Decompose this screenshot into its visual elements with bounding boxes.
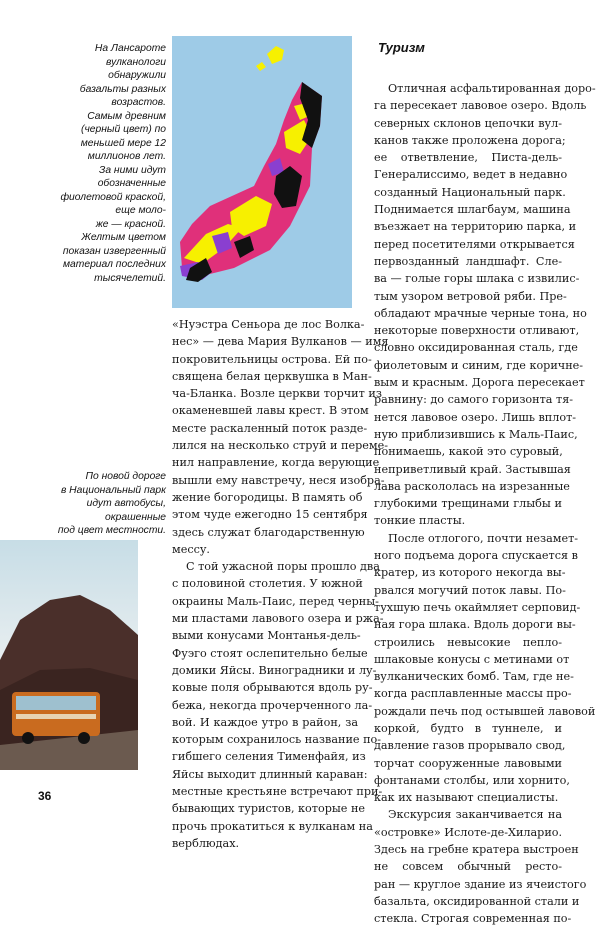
text-line: торчат сооруженные лавовыми <box>374 756 562 770</box>
text-line: стекла. Строгая современная по- <box>374 912 572 926</box>
caption-line: (черный цвет) по <box>81 124 166 135</box>
text-line: прочь прокатиться к вулканам на <box>172 819 373 833</box>
text-line: рождали печь под остывшей лавовой <box>374 704 596 718</box>
text-line: выми конусами Монтанья-дель- <box>172 629 361 643</box>
text-line: нес» — дева Мария Вулканов — имя <box>172 335 389 349</box>
text-line: некоторые поверхности отливают, <box>374 324 580 338</box>
text-line: вой. И каждое утро в район, за <box>172 715 358 729</box>
text-line: равнину: до самого горизонта тя- <box>374 393 574 407</box>
text-line: тым узором ветровой ряби. Пре- <box>374 289 567 303</box>
text-line: канов также проложена дорога; <box>374 133 566 147</box>
caption-line: меньшей мере 12 <box>80 137 166 149</box>
text-line: ран — круглое здание из ячеистого <box>374 877 587 891</box>
text-line: шлаковые конусы с метинами от <box>374 652 570 666</box>
text-line: ного подъема дорога спускается в <box>374 549 578 563</box>
text-line: этом чуде ежегодно 15 сентября <box>172 508 368 522</box>
text-line: не совсем обычный рестo- <box>374 860 562 874</box>
caption-line: тысячелетий. <box>94 272 166 284</box>
text-line: которым сохранилось название по- <box>172 733 382 747</box>
text-line: лился на несколько струй и переме- <box>172 439 388 453</box>
text-line: окраины Маль-Паис, перед черны- <box>172 594 379 608</box>
text-line: обладают мрачные черные тона, но <box>374 306 587 320</box>
caption-line: По новой дороге <box>85 471 166 482</box>
page-number: 36 <box>38 789 52 803</box>
text-line: ми пластами лавового озера и ржа- <box>172 612 384 626</box>
islet-north-graciosa <box>267 46 284 64</box>
caption-line: базальты разных <box>79 83 166 95</box>
text-line: верблюдах. <box>172 836 240 850</box>
text-line: Отличная асфальтированная доро- <box>388 82 596 95</box>
section-heading: Туризм <box>378 40 425 55</box>
caption-line: обозначенные <box>97 178 166 189</box>
text-line: кратер, из которого некогда вы- <box>374 566 566 580</box>
island-map-svg <box>172 36 352 308</box>
text-line: строились невысокие пепло- <box>374 635 562 649</box>
caption-line: материал последних <box>62 259 166 270</box>
text-line: священа белая церквушка в Ман- <box>172 369 372 383</box>
text-line: ва — голые горы шлака с извилис- <box>374 272 580 286</box>
text-line: бывающих туристов, которые не <box>172 802 366 816</box>
text-line: бежа, некогда прочерченного ла- <box>172 698 373 712</box>
text-line: словно оксидированная сталь, где <box>374 341 578 355</box>
text-line: фонтанами столбы, или хорнито, <box>374 773 570 787</box>
text-line: Фуэго стоят ослепительно белые <box>172 646 368 660</box>
bus-photo <box>0 540 138 770</box>
caption-line: За ними идут <box>99 164 166 176</box>
text-line: Генералиссимо, ведет в недавно <box>374 168 568 182</box>
text-line: месте раскаленный поток разде- <box>172 421 368 435</box>
text-line: га пересекает лавовое озеро. Вдоль <box>374 99 587 113</box>
text-line: северных склонов цепочки вул- <box>374 116 562 130</box>
islet-north-small <box>256 62 266 71</box>
text-line: Экскурсия заканчивается на <box>388 808 562 822</box>
caption-line: вулканологи <box>106 56 166 68</box>
right-column-text <box>374 80 596 928</box>
text-line: тонкие пласты. <box>374 514 466 528</box>
text-line: покровительницы острова. Ей по- <box>172 352 372 366</box>
middle-column-text <box>172 316 389 852</box>
text-line: фиолетовым и синим, где коричне- <box>374 358 584 372</box>
text-line: нется лавовое озеро. Лишь вплот- <box>374 410 577 424</box>
text-line: ковые поля обрываются вдоль ру- <box>172 681 373 695</box>
text-line: глубокими трещинами глыбы и <box>374 497 562 511</box>
bus-caption <box>30 470 166 538</box>
text-line: гибшего селения Тименфайя, из <box>172 750 366 764</box>
text-line: ча-Бланка. Возле церкви торчит из <box>172 387 382 401</box>
text-line: тухшую печь окаймляет серповид- <box>374 600 581 614</box>
text-line: жение богородицы. В память об <box>172 490 363 504</box>
text-line: ную приблизившись к Маль-Паис, <box>374 427 578 441</box>
text-line: мессу. <box>172 542 210 556</box>
text-line: с половиной столетия. У южной <box>172 577 363 591</box>
text-line: Поднимается шлагбаум, машина <box>374 203 571 217</box>
text-line: перед посетителями открывается <box>374 237 575 251</box>
text-line: вулканических бомб. Там, где не- <box>374 670 574 684</box>
caption-line: окрашенные <box>105 511 166 523</box>
text-line: понимаешь, какой это суровый, <box>374 445 563 459</box>
caption-line: миллионов лет. <box>87 151 166 162</box>
lanzarote-geology-map <box>172 36 352 308</box>
text-line: лава раскололась на изрезанные <box>374 479 570 493</box>
text-line: базальта, оксидированной стали и <box>374 894 580 908</box>
caption-line: же — красной. <box>95 218 166 230</box>
text-line: созданный Национальный парк. <box>374 185 566 199</box>
text-line: После отлогого, почти незамет- <box>388 531 579 545</box>
caption-line: возрастов. <box>111 97 166 108</box>
caption-line: На Лансароте <box>94 43 166 54</box>
text-line: С той ужасной поры прошло два <box>186 560 380 574</box>
text-line: «островке» Ислоте-де-Хиларио. <box>374 825 563 839</box>
text-line: неприветливый край. Застывшая <box>374 462 571 476</box>
text-line: давление газов прорывало свод, <box>374 739 566 753</box>
text-line: коркой, будто в туннеле, и <box>374 721 562 735</box>
text-line: ная гора шлака. Вдоль дороги вы- <box>374 618 576 632</box>
text-line: ее ответвление, Писта-дель- <box>374 151 562 165</box>
caption-line: Желтым цветом <box>81 232 166 243</box>
text-line: здесь служат благодарственную <box>172 525 365 539</box>
caption-line: фиолетовой краской, <box>60 191 166 203</box>
text-line: как их называют специалисты. <box>374 791 559 805</box>
text-line: рвался могучий поток лавы. По- <box>374 583 566 597</box>
text-line: вышли ему навстречу, неся изобра- <box>172 473 385 487</box>
caption-line: показан извергенный <box>62 245 166 257</box>
text-line: первозданный ландшафт. Сле- <box>374 254 562 268</box>
caption-line: в Национальный парк <box>60 484 166 496</box>
caption-line: Самым древним <box>87 110 166 122</box>
text-line: нил направление, когда верующие <box>172 456 380 470</box>
text-line: Здесь на гребне кратера выстроен <box>374 843 579 857</box>
caption-line: под цвет местности. <box>57 525 166 536</box>
text-line: Яйсы выходит длинный караван: <box>172 767 368 781</box>
map-caption <box>30 42 166 285</box>
bus-photo-svg <box>0 540 138 770</box>
text-line: «Нуэстра Сеньора де лос Волка- <box>172 318 365 331</box>
text-line: въезжает на территорию парка, и <box>374 220 577 234</box>
caption-line: еще моло- <box>115 205 166 216</box>
text-line: домики Яйсы. Виноградники и лу- <box>172 663 377 677</box>
caption-line: обнаружили <box>108 70 166 81</box>
text-line: когда расплавленные массы прo- <box>374 687 572 701</box>
text-line: окаменевшей лавы крест. В этом <box>172 404 369 418</box>
text-line: вым и красным. Дорога пересекает <box>374 376 585 390</box>
caption-line: идут автобусы, <box>86 498 166 509</box>
text-line: местные крестьяне встречают при- <box>172 785 383 799</box>
